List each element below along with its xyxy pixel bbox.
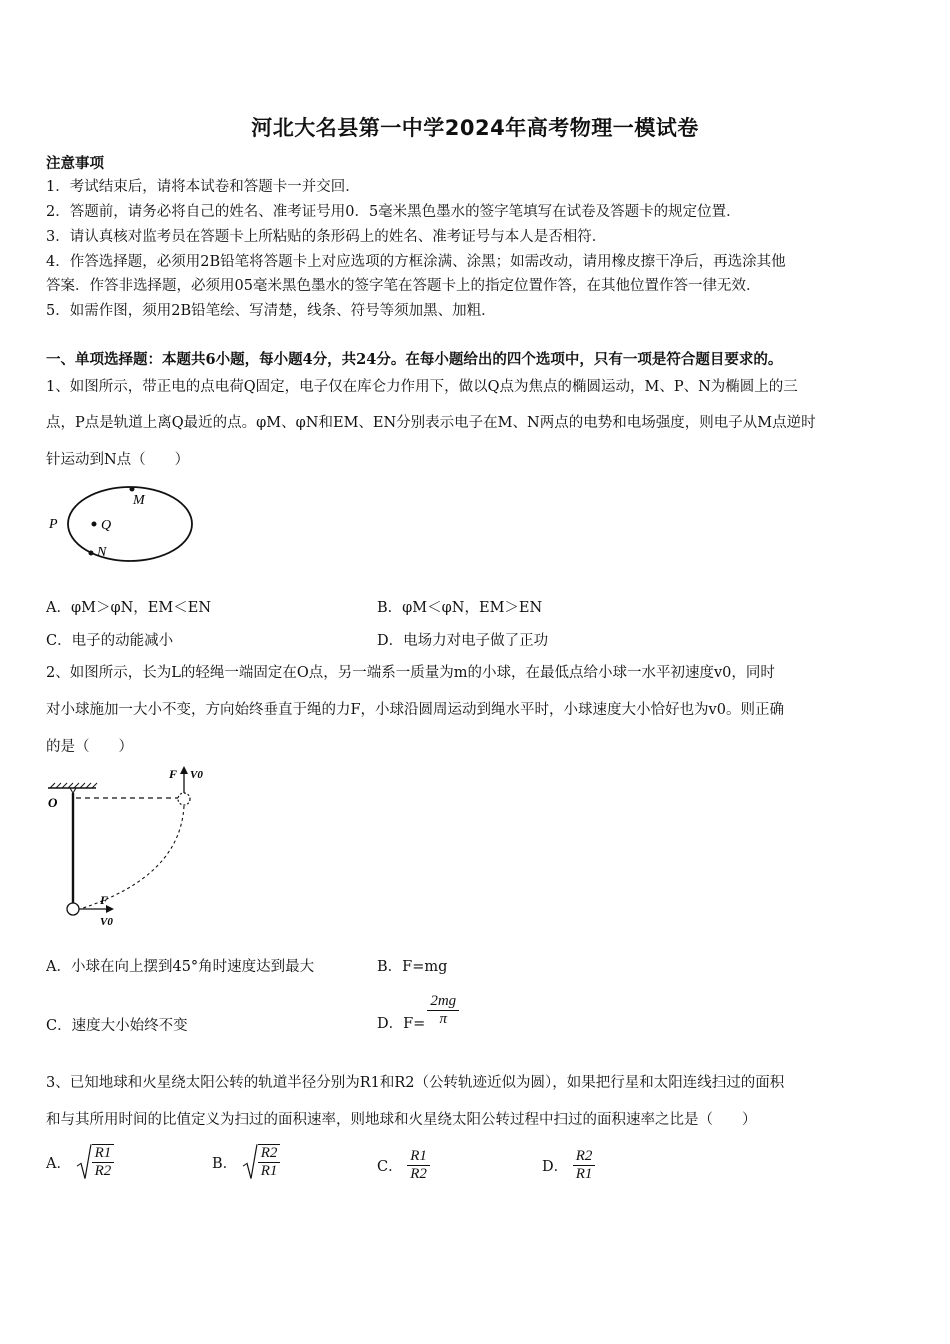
- fraction-numerator: R1: [94, 1145, 112, 1161]
- fraction: [92, 1145, 115, 1180]
- section-heading: 一、单项选择题：本题共6小题，每小题4分，共24分。在每小题给出的四个选项中，只有一项是符合题目要求的。: [46, 351, 783, 368]
- q2-option-c[interactable]: C．速度大小始终不变: [46, 1018, 188, 1034]
- notice-item: 1．考试结束后，请将本试卷和答题卡一并交回．: [46, 179, 360, 195]
- fraction: [258, 1145, 281, 1180]
- label-f-bottom: F: [100, 893, 109, 907]
- option-label: D．: [542, 1159, 569, 1175]
- point-n: [89, 551, 94, 556]
- label-p: P: [49, 517, 58, 532]
- notice-item: 2．答题前，请务必将自己的姓名、准考证号用0．5毫米黑色墨水的签字笔填写在试卷及答题卡的规定位置．: [46, 204, 741, 220]
- notice-heading: 注意事项: [46, 155, 104, 172]
- radical-sign: [76, 1144, 92, 1180]
- fraction-numerator: R1: [410, 1148, 427, 1164]
- fraction-denominator: R1: [258, 1162, 281, 1180]
- fraction-numerator: R2: [575, 1148, 593, 1164]
- option-label: A．: [46, 1155, 71, 1172]
- page-title: 河北大名县第一中学2024年高考物理一模试卷: [251, 116, 699, 140]
- q2-stem-line: 的是（ ）: [46, 739, 133, 755]
- fraction-numerator: 2mg: [430, 993, 457, 1009]
- q1-stem-line: 针运动到N点（ ）: [46, 452, 190, 468]
- fraction-denominator: R2: [407, 1165, 430, 1183]
- q1-option-a[interactable]: A．φM＞φN，EM＜EN: [46, 600, 212, 616]
- radical-sign: [242, 1144, 258, 1180]
- sqrt-expression: [242, 1144, 281, 1180]
- fraction: [407, 1148, 430, 1183]
- fraction-denominator: R2: [92, 1162, 115, 1180]
- q1-stem-line: 1、如图所示，带正电的点电荷Q固定，电子仅在库仑力作用下，做以Q点为焦点的椭圆运动，M、P、N为椭圆上的三: [46, 379, 798, 395]
- fraction-numerator: R2: [260, 1145, 278, 1161]
- q1-ellipse-figure: [44, 480, 199, 570]
- fraction-denominator: π: [427, 1010, 459, 1028]
- label-q: Q: [101, 518, 112, 533]
- q1-option-b[interactable]: B．φM＜φN，EM＞EN: [377, 600, 543, 616]
- q3-option-d[interactable]: [542, 1148, 595, 1183]
- option-label: B．: [212, 1155, 238, 1172]
- q3-stem-line: 和与其所用时间的比值定义为扫过的面积速率，则地球和火星绕太阳公转过程中扫过的面积速率之比是（ ）: [46, 1112, 757, 1128]
- notice-item: 答案．作答非选择题，必须用05毫米黑色墨水的签字笔在答题卡上的指定位置作答，在其他位置作答一律无效．: [46, 278, 761, 294]
- notice-item: 3．请认真核对监考员在答题卡上所粘贴的条形码上的姓名、准考证号与本人是否相符．: [46, 229, 607, 245]
- fraction: [573, 1148, 596, 1183]
- q2-option-b[interactable]: B．F=mg: [377, 959, 448, 975]
- fraction-denominator: R1: [573, 1165, 596, 1183]
- q2-option-d-fraction: [427, 993, 459, 1028]
- notice-item: 4．作答选择题，必须用2B铅笔将答题卡上对应选项的方框涂满、涂黑；如需改动，请用橡皮擦干净后，再选涂其他: [46, 254, 786, 270]
- label-m: M: [133, 493, 145, 508]
- q3-stem-line: 3、已知地球和火星绕太阳公转的轨道半径分别为R1和R2（公转轨迹近似为圆），如果把行星和太阳连线扫过的面积: [46, 1075, 785, 1091]
- option-label: C．: [377, 1159, 403, 1175]
- q3-option-a[interactable]: [46, 1144, 114, 1180]
- q1-option-d[interactable]: D．电场力对电子做了正功: [377, 633, 549, 649]
- label-f-top: F: [169, 767, 178, 781]
- q2-option-d[interactable]: [377, 988, 459, 1033]
- q2-stem-line: 对小球施加一大小不变，方向始终垂直于绳的力F，小球沿圆周运动到绳水平时，小球速度大小恰好也为v0。则正确: [46, 702, 784, 718]
- point-q: [92, 522, 97, 527]
- notice-item: 5．如需作图，须用2B铅笔绘、写清楚，线条、符号等须加黑、加粗．: [46, 303, 496, 319]
- point-m: [130, 487, 135, 492]
- q2-option-a[interactable]: A．小球在向上摆到45°角时速度达到最大: [46, 959, 315, 975]
- q2-pendulum-figure: [40, 762, 220, 934]
- q2-option-d-prefix: D．F=: [377, 1016, 426, 1032]
- sqrt-expression: [76, 1144, 115, 1180]
- q1-stem-line: 点，P点是轨道上离Q最近的点。φM、φN和EM、EN分别表示电子在M、N两点的电势和电场强度，则电子从M点逆时: [46, 415, 816, 431]
- label-v0-top: V0: [190, 769, 203, 781]
- label-n: N: [97, 545, 107, 560]
- label-o: O: [48, 795, 58, 810]
- q1-option-c[interactable]: C．电子的动能减小: [46, 633, 174, 649]
- q2-stem-line: 2、如图所示，长为L的轻绳一端固定在O点，另一端系一质量为m的小球，在最低点给小球一水平初速度v0，同时: [46, 665, 775, 681]
- q3-option-b[interactable]: [212, 1144, 280, 1180]
- label-v0-bottom: V0: [100, 916, 113, 928]
- q3-option-c[interactable]: [377, 1148, 430, 1183]
